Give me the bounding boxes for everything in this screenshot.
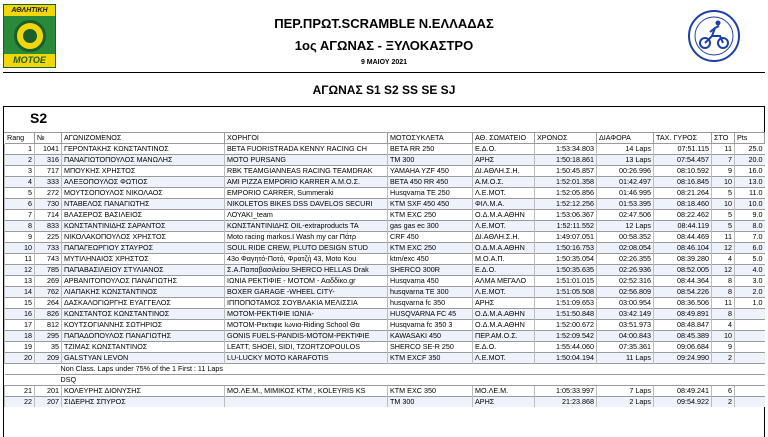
- table-row: [5, 342, 765, 353]
- cell-time: 21:23.868: [535, 397, 597, 408]
- header-divider: [3, 72, 765, 73]
- cell-rank: 17: [5, 320, 35, 331]
- cell-rank: 20: [5, 353, 35, 364]
- cell-club: ΑΡΗΣ: [473, 298, 535, 309]
- cell-sponsors: GONIS FUELS-PANDIS-MOTOM-ΡΕΚΤΙΦΙΕ: [225, 331, 388, 342]
- cell-fastest-lap: 07:51.115: [654, 144, 712, 155]
- cell-points: 6.0: [735, 243, 765, 254]
- table-row: [5, 353, 765, 364]
- cell-points: 13.0: [735, 177, 765, 188]
- cell-rider: ΠΑΠΑΒΑΣΙΛΕΙΟΥ ΣΤΥΛΙΑΝΟΣ: [62, 265, 225, 276]
- column-header-fastest-lap: ΤΑΧ. ΓΥΡΟΣ: [654, 133, 712, 144]
- cell-club: Ο.Δ.Μ.Α.ΑΘΗΝ: [473, 210, 535, 221]
- cell-fastest-lap: 08:36.506: [654, 298, 712, 309]
- cell-club: Μ.Ο.Α.Π.: [473, 254, 535, 265]
- cell-motorcycle: husqvarna TE 300: [388, 287, 473, 298]
- cell-number: 743: [35, 254, 62, 265]
- cell-rider: ΤΖΙΜΑΣ ΚΩΝΣΤΑΝΤΙΝΟΣ: [62, 342, 225, 353]
- table-row: [5, 265, 765, 276]
- column-header-motorcycle: ΜΟΤΟΣΥΚΛΕΤΑ: [388, 133, 473, 144]
- cell-number: 295: [35, 331, 62, 342]
- cell-number: 209: [35, 353, 62, 364]
- cell-difference: 01:46.995: [597, 188, 654, 199]
- cell-rider: ΑΛΕΞΟΠΟΥΛΟΣ ΦΩΤΙΟΣ: [62, 177, 225, 188]
- cell-club: ΑΡΗΣ: [473, 397, 535, 408]
- cell-motorcycle: BETA RR 250: [388, 144, 473, 155]
- logo-band-text: ΑΘΛΗΤΙΚΗ: [4, 5, 55, 16]
- cell-difference: 02:56.809: [597, 287, 654, 298]
- cell-time: 1:52:11.552: [535, 221, 597, 232]
- cell-number: 812: [35, 320, 62, 331]
- cell-fastest-lap: 08:48.847: [654, 320, 712, 331]
- cell-number: 785: [35, 265, 62, 276]
- cell-sponsors: LEATT, SHOEI, SIDI, TZORTZOPOULOS: [225, 342, 388, 353]
- cell-number: 264: [35, 298, 62, 309]
- cell-time: 1:50:16.753: [535, 243, 597, 254]
- cell-number: 272: [35, 188, 62, 199]
- table-row: [5, 298, 765, 309]
- cell-time: 1:53:34.803: [535, 144, 597, 155]
- cell-points: 25.0: [735, 144, 765, 155]
- cell-difference: 11 Laps: [597, 353, 654, 364]
- cell-motorcycle: YAMAHA YZF 450: [388, 166, 473, 177]
- column-header-number: №: [35, 133, 62, 144]
- cell-rank: 3: [5, 166, 35, 177]
- table-row: [5, 177, 765, 188]
- cell-rank: 4: [5, 177, 35, 188]
- cell-sponsors: AMI PIZZA EMPORIO KARRER A.M.O.Σ.: [225, 177, 388, 188]
- cell-rank: 8: [5, 221, 35, 232]
- cell-sponsors: LU-LUCKY MOTO KARAFOTIS: [225, 353, 388, 364]
- cell-sponsors: ΜΟΤΟΜ-Ρεκτιφιε Ιωνια-Riding School Θα: [225, 320, 388, 331]
- cell-points: [735, 353, 765, 364]
- cell-time: 1:55:44.060: [535, 342, 597, 353]
- cell-rider: ΒΛΑΣΕΡΟΣ ΒΑΣΙΛΕΙΟΣ: [62, 210, 225, 221]
- cell-fastest-lap: 08:46.104: [654, 243, 712, 254]
- cell-time: 1:51:01.015: [535, 276, 597, 287]
- cell-difference: 02:08.054: [597, 243, 654, 254]
- cell-points: [735, 342, 765, 353]
- results-header: [0, 0, 768, 100]
- class-label: S2: [30, 110, 48, 126]
- cell-lap-of-best: 2: [712, 397, 735, 408]
- cell-fastest-lap: 08:44.119: [654, 221, 712, 232]
- cell-rider: ΜΠΟΥΚΗΣ ΧΡΗΣΤΟΣ: [62, 166, 225, 177]
- cell-sponsors: [225, 397, 388, 408]
- cell-difference: 07:35.361: [597, 342, 654, 353]
- cell-rank: 1: [5, 144, 35, 155]
- cell-difference: 03:00.954: [597, 298, 654, 309]
- cell-number: 316: [35, 155, 62, 166]
- cell-rank: 18: [5, 331, 35, 342]
- cell-fastest-lap: 08:18.460: [654, 199, 712, 210]
- cell-points: 2.0: [735, 287, 765, 298]
- cell-difference: 13 Laps: [597, 155, 654, 166]
- cell-time: 1:52:01.358: [535, 177, 597, 188]
- table-row: [5, 155, 765, 166]
- cell-fastest-lap: 08:10.592: [654, 166, 712, 177]
- cell-difference: 01:42.497: [597, 177, 654, 188]
- cell-lap-of-best: 12: [712, 243, 735, 254]
- table-row: [5, 188, 765, 199]
- cell-points: [735, 397, 765, 408]
- table-row: [5, 320, 765, 331]
- dsq-note: [5, 375, 765, 386]
- cell-motorcycle: KTM EXC 250: [388, 243, 473, 254]
- cell-sponsors: BOXER GARAGE -WHEEL CITY-: [225, 287, 388, 298]
- cell-rider: ΚΩΝΣΤΑΝΤΙΝΙΔΗΣ ΣΑΡΑΝΤΟΣ: [62, 221, 225, 232]
- cell-club: ΑΛΜΑ ΜΕΓΑΛΟ: [473, 276, 535, 287]
- cell-difference: 03:51.973: [597, 320, 654, 331]
- cell-fastest-lap: 08:45.389: [654, 331, 712, 342]
- cell-time: 1:50:45.857: [535, 166, 597, 177]
- cell-club: Ο.Δ.Μ.Α.ΑΘΗΝ: [473, 243, 535, 254]
- cell-time: 1:49:07.051: [535, 232, 597, 243]
- cell-time: 1:50:04.194: [535, 353, 597, 364]
- results-table-panel: [3, 106, 765, 437]
- cell-rider: ΜΥΤΙΛΗΝΑΙΟΣ ΧΡΗΣΤΟΣ: [62, 254, 225, 265]
- cell-rank: 11: [5, 254, 35, 265]
- cell-number: 762: [35, 287, 62, 298]
- cell-fastest-lap: 09:06.684: [654, 342, 712, 353]
- cell-fastest-lap: 08:16.845: [654, 177, 712, 188]
- cell-points: 10.0: [735, 199, 765, 210]
- cell-club: ΠΕΡ.ΑΜ.Ο.Σ.: [473, 331, 535, 342]
- cell-club: Ε.Δ.Ο.: [473, 265, 535, 276]
- cell-motorcycle: KTM SXF 450 450: [388, 199, 473, 210]
- cell-lap-of-best: 11: [712, 144, 735, 155]
- cell-fastest-lap: 08:44.469: [654, 232, 712, 243]
- results-table: [4, 132, 765, 407]
- cell-points: [735, 331, 765, 342]
- cell-rank: 5: [5, 188, 35, 199]
- cell-lap-of-best: 12: [712, 265, 735, 276]
- cell-difference: 02:47.506: [597, 210, 654, 221]
- cell-club: Λ.Ε.ΜΟΤ.: [473, 353, 535, 364]
- cell-time: 1:53:06.367: [535, 210, 597, 221]
- cell-lap-of-best: 5: [712, 188, 735, 199]
- cell-number: 201: [35, 386, 62, 397]
- cell-fastest-lap: 09:24.990: [654, 353, 712, 364]
- cell-difference: 7 Laps: [597, 386, 654, 397]
- cell-motorcycle: HUSQVARNA FC 45: [388, 309, 473, 320]
- table-row: [5, 199, 765, 210]
- cell-sponsors: Moto racing markos.I Wash my car Πάτρ: [225, 232, 388, 243]
- cell-number: 717: [35, 166, 62, 177]
- cell-points: 20.0: [735, 155, 765, 166]
- cell-points: 4.0: [735, 265, 765, 276]
- cell-difference: 2 Laps: [597, 397, 654, 408]
- cell-points: 11.0: [735, 188, 765, 199]
- cell-sponsors: ΜΟΤΟΜ-ΡΕΚΤΙΦΙΕ ΙΩΝΙΑ-: [225, 309, 388, 320]
- cell-sponsors: 43ο Φαγητό-Ποτό, Φρατζή 43, Moto Kou: [225, 254, 388, 265]
- cell-rank: 12: [5, 265, 35, 276]
- cell-difference: 01:53.395: [597, 199, 654, 210]
- cell-number: 207: [35, 397, 62, 408]
- cell-lap-of-best: 2: [712, 353, 735, 364]
- cell-fastest-lap: 08:22.462: [654, 210, 712, 221]
- cell-rider: ΔΑΣΚΑΛΟΓΙΩΡΓΗΣ ΕΥΑΓΓΕΛΟΣ: [62, 298, 225, 309]
- cell-club: Λ.Ε.ΜΟΤ.: [473, 221, 535, 232]
- cell-lap-of-best: 8: [712, 287, 735, 298]
- cell-sponsors: RBK TEAMGIANNEAS RACING TEAMDRAK: [225, 166, 388, 177]
- cell-points: [735, 309, 765, 320]
- cell-points: 3.0: [735, 276, 765, 287]
- cell-club: Ο.Δ.Μ.Α.ΑΘΗΝ: [473, 320, 535, 331]
- cell-points: 7.0: [735, 232, 765, 243]
- cell-time: 1:52:12.256: [535, 199, 597, 210]
- column-header-points: Pts: [735, 133, 765, 144]
- cell-time: 1:50:35.635: [535, 265, 597, 276]
- cell-points: 1.0: [735, 298, 765, 309]
- cell-motorcycle: KTM EXC 250: [388, 210, 473, 221]
- cell-number: 730: [35, 199, 62, 210]
- column-header-club: ΑΘ. ΣΩΜΑΤΕΙΟ: [473, 133, 535, 144]
- cell-rider: ΓΕΡΟΝΤΑΚΗΣ ΚΩΝΣΤΑΝΤΙΝΟΣ: [62, 144, 225, 155]
- cell-sponsors: EMPORIO CARRER, Summeraki: [225, 188, 388, 199]
- column-header-difference: ΔΙΑΦΟΡΑ: [597, 133, 654, 144]
- event-title: ΑΓΩΝΑΣ S1 S2 SS SE SJ: [312, 83, 456, 97]
- cell-lap-of-best: 10: [712, 331, 735, 342]
- cell-sponsors: NIKOLETOS BIKES DSS DAVELOS SECURI: [225, 199, 388, 210]
- cell-motorcycle: SHERCO 300R: [388, 265, 473, 276]
- cell-motorcycle: BETA 450 RR 450: [388, 177, 473, 188]
- cell-motorcycle: Husqvarna fc 350 3: [388, 320, 473, 331]
- cell-rank: 21: [5, 386, 35, 397]
- cell-sponsors: ΙΩΝΙΑ ΡΕΚΤΙΦΙΕ - ΜΟΤΟΜ - Ααδδίκο.gr: [225, 276, 388, 287]
- cell-lap-of-best: 6: [712, 386, 735, 397]
- cell-difference: 00:26.996: [597, 166, 654, 177]
- cell-lap-of-best: 5: [712, 221, 735, 232]
- cell-rank: 9: [5, 232, 35, 243]
- race-date: 9 ΜΑΙΟΥ 2021: [360, 59, 408, 66]
- cell-number: 833: [35, 221, 62, 232]
- results-table-body: [5, 144, 765, 408]
- table-row: [5, 386, 765, 397]
- cell-lap-of-best: 9: [712, 166, 735, 177]
- table-row: [5, 276, 765, 287]
- cell-time: 1:51:09.653: [535, 298, 597, 309]
- cell-rider: GALSTYAN LEVON: [62, 353, 225, 364]
- column-header-rank: Rang: [5, 133, 35, 144]
- cell-club: Λ.Ε.ΜΟΤ.: [473, 287, 535, 298]
- motocross-rider-icon: [690, 12, 738, 60]
- cell-number: 1041: [35, 144, 62, 155]
- table-row: [5, 232, 765, 243]
- cell-club: ΦΙΛ.Μ.Α.: [473, 199, 535, 210]
- cell-number: 225: [35, 232, 62, 243]
- table-row: [5, 144, 765, 155]
- table-row: [5, 221, 765, 232]
- cell-rider: ΚΟΛΕΥΡΗΣ ΔΙΟΝΥΣΗΣ: [62, 386, 225, 397]
- cell-points: 9.0: [735, 210, 765, 221]
- cell-time: 1:51:50.848: [535, 309, 597, 320]
- cell-fastest-lap: 08:49.891: [654, 309, 712, 320]
- cell-rider: ΠΑΠΑΔΟΠΟΥΛΟΣ ΠΑΝΑΓΙΩΤΗΣ: [62, 331, 225, 342]
- cell-time: 1:52:05.856: [535, 188, 597, 199]
- cell-difference: 14 Laps: [597, 144, 654, 155]
- table-row: [5, 331, 765, 342]
- table-row: [5, 243, 765, 254]
- cell-motorcycle: gas gas ec 300: [388, 221, 473, 232]
- dsq-note-text: DSQ: [5, 375, 765, 386]
- logo-bottom-text: MOTOE: [4, 54, 55, 67]
- cell-sponsors: ΜΟ.ΛΕ.Μ., ΜΙΜΙΚΟΣ ΚΤΜ , KOLEYRIS KS: [225, 386, 388, 397]
- cell-club: ΜΟ.ΛΕ.Μ.: [473, 386, 535, 397]
- cell-rider: ΝΙΚΟΛΑΚΟΠΟΥΛΟΣ ΧΡΗΣΤΟΣ: [62, 232, 225, 243]
- cell-rank: 10: [5, 243, 35, 254]
- cell-rider: ΑΡΒΑΝΙΤΟΠΟΥΛΟΣ ΠΑΝΑΓΙΩΤΗΣ: [62, 276, 225, 287]
- cell-rank: 6: [5, 199, 35, 210]
- cell-rider: ΜΟΥΤΣΟΠΟΥΛΟΣ ΝΙΚΟΛΑΟΣ: [62, 188, 225, 199]
- cell-rank: 13: [5, 276, 35, 287]
- cell-lap-of-best: 8: [712, 309, 735, 320]
- cell-time: 1:52:09.542: [535, 331, 597, 342]
- cell-motorcycle: Husqvarna TE 250: [388, 188, 473, 199]
- cell-time: 1:50:18.861: [535, 155, 597, 166]
- cell-fastest-lap: 08:49.241: [654, 386, 712, 397]
- cell-time: 1:05:33.997: [535, 386, 597, 397]
- cell-club: Ε.Δ.Ο.: [473, 144, 535, 155]
- cell-sponsors: ΙΠΠΟΠΟΤΑΜΟΣ ΣΟΥΒΛΑΚΙΑ ΜΕΛΙΣΣΙΑ: [225, 298, 388, 309]
- cell-lap-of-best: 9: [712, 342, 735, 353]
- cell-sponsors: ΛΟΥΑΚΙ_team: [225, 210, 388, 221]
- cell-points: 8.0: [735, 221, 765, 232]
- cell-motorcycle: KAWASAKI 450: [388, 331, 473, 342]
- club-motocross-logo: [688, 10, 740, 62]
- cell-difference: 04:00.843: [597, 331, 654, 342]
- cell-motorcycle: ktm/exc 450: [388, 254, 473, 265]
- cell-number: 733: [35, 243, 62, 254]
- cell-difference: 12 Laps: [597, 221, 654, 232]
- cell-number: 269: [35, 276, 62, 287]
- cell-motorcycle: KTM EXCF 350: [388, 353, 473, 364]
- cell-club: ΔΙ.ΑΘΛΗ.Σ.Η.: [473, 166, 535, 177]
- cell-difference: 02:26.936: [597, 265, 654, 276]
- cell-motorcycle: Husqvarna 450: [388, 276, 473, 287]
- cell-time: 1:51:05.508: [535, 287, 597, 298]
- cell-lap-of-best: 4: [712, 254, 735, 265]
- cell-club: ΑΡΗΣ: [473, 155, 535, 166]
- nonclassified-note-text: Non Class. Laps under 75% of the 1 First : 11 Laps: [5, 364, 765, 375]
- cell-number: 333: [35, 177, 62, 188]
- cell-club: Ε.Δ.Ο.: [473, 342, 535, 353]
- cell-rider: ΚΩΝΣΤΑΝΤΟΣ ΚΩΝΣΤΑΝΤΙΝΟΣ: [62, 309, 225, 320]
- cell-fastest-lap: 08:44.364: [654, 276, 712, 287]
- cell-lap-of-best: 8: [712, 276, 735, 287]
- cell-sponsors: SOUL RIDE CREW, PLUTO DESIGN STUD: [225, 243, 388, 254]
- cell-rider: ΛΙΑΠΑΚΗΣ ΚΩΝΣΤΑΝΤΙΝΟΣ: [62, 287, 225, 298]
- table-row: [5, 287, 765, 298]
- cell-rank: 16: [5, 309, 35, 320]
- cell-club: ΔΙ.ΑΘΛΗ.Σ.Η.: [473, 232, 535, 243]
- cell-lap-of-best: 11: [712, 232, 735, 243]
- table-row: [5, 210, 765, 221]
- cell-number: 35: [35, 342, 62, 353]
- cell-fastest-lap: 08:52.005: [654, 265, 712, 276]
- cell-lap-of-best: 7: [712, 155, 735, 166]
- cell-rank: 7: [5, 210, 35, 221]
- column-header-rider: ΑΓΩΝΙΖΟΜΕΝΟΣ: [62, 133, 225, 144]
- cell-lap-of-best: 10: [712, 199, 735, 210]
- cell-lap-of-best: 10: [712, 177, 735, 188]
- cell-fastest-lap: 09:54.922: [654, 397, 712, 408]
- cell-rider: ΣΙΔΕΡΗΣ ΣΠΥΡΟΣ: [62, 397, 225, 408]
- cell-points: [735, 386, 765, 397]
- cell-rider: ΚΟΥΤΣΟΓΙΑΝΝΗΣ ΣΩΤΗΡΙΟΣ: [62, 320, 225, 331]
- cell-points: [735, 320, 765, 331]
- cell-fastest-lap: 07:54.457: [654, 155, 712, 166]
- cell-sponsors: Σ.Α.Παπαβασιλείου SHERCO HELLAS Drak: [225, 265, 388, 276]
- cell-motorcycle: husqvarna fc 350: [388, 298, 473, 309]
- cell-motorcycle: TM 300: [388, 155, 473, 166]
- cell-fastest-lap: 08:39.280: [654, 254, 712, 265]
- cell-difference: 02:52.316: [597, 276, 654, 287]
- column-header-lap-of-best: ΣΤΟ: [712, 133, 735, 144]
- cell-club: Λ.Ε.ΜΟΤ.: [473, 188, 535, 199]
- cell-difference: 02:26.355: [597, 254, 654, 265]
- cell-time: 1:50:35.054: [535, 254, 597, 265]
- cell-motorcycle: SHERCO SE-R 250: [388, 342, 473, 353]
- table-row: [5, 309, 765, 320]
- cell-sponsors: MOTO PURSANG: [225, 155, 388, 166]
- cell-rank: 2: [5, 155, 35, 166]
- table-header-row: [5, 133, 765, 144]
- nonclassified-note: [5, 364, 765, 375]
- cell-difference: 00:58.352: [597, 232, 654, 243]
- cell-lap-of-best: 5: [712, 210, 735, 221]
- championship-title: ΠΕΡ.ΠΡΩΤ.SCRAMBLE Ν.ΕΛΛΑΔΑΣ: [274, 16, 494, 31]
- cell-rank: 22: [5, 397, 35, 408]
- cell-difference: 03:42.149: [597, 309, 654, 320]
- cell-rider: ΠΑΝΑΓΙΩΤΟΠΟΥΛΟΣ ΜΑΝΩΛΗΣ: [62, 155, 225, 166]
- cell-fastest-lap: 08:54.226: [654, 287, 712, 298]
- cell-fastest-lap: 08:21.264: [654, 188, 712, 199]
- cell-lap-of-best: 4: [712, 320, 735, 331]
- cell-sponsors: ΚΩΝΣΤΑΝΤΙΝΙΔΗΣ OIL-extraproducts TA: [225, 221, 388, 232]
- cell-time: 1:52:00.672: [535, 320, 597, 331]
- cell-motorcycle: KTM EXC 350: [388, 386, 473, 397]
- cell-motorcycle: TM 300: [388, 397, 473, 408]
- cell-club: Α.Μ.Ο.Σ.: [473, 177, 535, 188]
- cell-points: 5.0: [735, 254, 765, 265]
- column-header-sponsors: ΧΟΡΗΓΟΙ: [225, 133, 388, 144]
- cell-rider: ΝΤΑΒΕΛΟΣ ΠΑΝΑΓΙΩΤΗΣ: [62, 199, 225, 210]
- cell-rank: 14: [5, 287, 35, 298]
- table-row: [5, 166, 765, 177]
- race-title: 1ος ΑΓΩΝΑΣ - ΞΥΛΟΚΑΣΤΡΟ: [294, 38, 474, 53]
- table-row: [5, 254, 765, 265]
- column-header-time: ΧΡΟΝΟΣ: [535, 133, 597, 144]
- cell-rank: 15: [5, 298, 35, 309]
- cell-club: Ο.Δ.Μ.Α.ΑΘΗΝ: [473, 309, 535, 320]
- cell-motorcycle: CRF 450: [388, 232, 473, 243]
- cell-points: 16.0: [735, 166, 765, 177]
- cell-rider: ΠΑΠΑΓΕΩΡΓΙΟΥ ΣΤΑΥΡΟΣ: [62, 243, 225, 254]
- cell-number: 714: [35, 210, 62, 221]
- cell-rank: 19: [5, 342, 35, 353]
- cell-sponsors: BETA FUORISTRADA KENNY RACING CH: [225, 144, 388, 155]
- cell-lap-of-best: 11: [712, 298, 735, 309]
- table-row: [5, 397, 765, 408]
- cell-number: 826: [35, 309, 62, 320]
